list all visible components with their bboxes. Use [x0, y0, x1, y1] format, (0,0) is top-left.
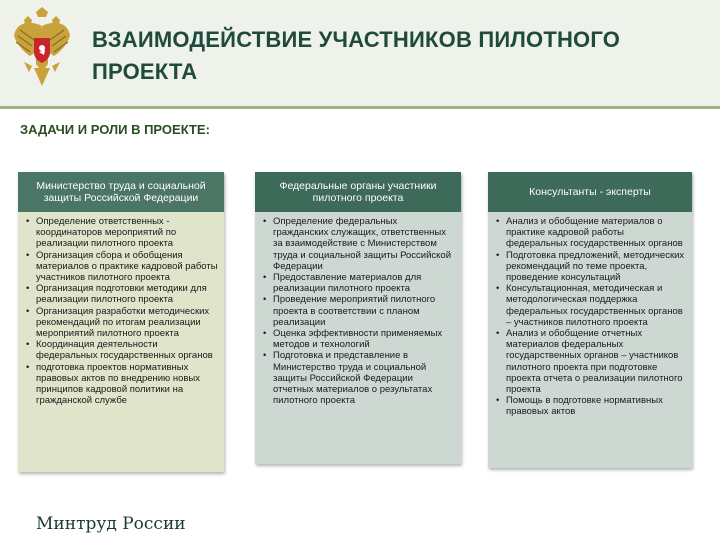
list-item: • Предоставление материалов для реализации пилотного проекта	[263, 272, 455, 294]
column-body-experts	[488, 212, 692, 468]
footer-logo-text: Минтруд России	[36, 514, 186, 534]
column-body-ministry	[18, 212, 224, 472]
section-subtitle: ЗАДАЧИ И РОЛИ В ПРОЕКТЕ:	[20, 122, 210, 137]
list-item: • Определение федеральных гражданских служащих, ответственных за взаимодействие с Министерством труда и социальной защиты Российской Федерации	[263, 216, 455, 272]
list-item: • Организация разработки методических рекомендаций по итогам реализации мероприятий пилотного проекта	[26, 306, 218, 340]
column-header-ministry: Министерство труда и социальной защиты Российской Федерации	[18, 172, 224, 212]
list-item: • Анализ и обобщение материалов о практике кадровой работы федеральных государственных органов	[496, 216, 686, 250]
list-item: • подготовка проектов нормативных правовых актов по внедрению новых принципов кадровой политики на гражданской службе	[26, 362, 218, 407]
coat-of-arms-icon	[10, 6, 74, 92]
list-item: • Организация сбора и обобщения материалов о практике кадровой работы участников пилотного проекта	[26, 250, 218, 284]
page-title: ВЗАИМОДЕЙСТВИЕ УЧАСТНИКОВ ПИЛОТНОГО ПРОЕКТА	[92, 27, 621, 84]
header-divider	[0, 106, 720, 109]
column-header-experts: Консультанты - эксперты	[488, 172, 692, 212]
list-item: • Анализ и обобщение отчетных материалов федеральных государственных органов – участников пилотного проекта при подготовке проекта отчета о реализации пилотного проекта	[496, 328, 686, 395]
list-item: • Организация подготовки методики для реализации пилотного проекта	[26, 283, 218, 305]
list-item: • Проведение мероприятий пилотного проекта в соответствии с планом реализации	[263, 294, 455, 328]
list-item: • Координация деятельности федеральных государственных органов	[26, 339, 218, 361]
list-item: • Оценка эффективности применяемых методов и технологий	[263, 328, 455, 350]
list-item: • Подготовка предложений, методических рекомендаций по теме проекта, проведение консультаций	[496, 250, 686, 284]
column-body-federal-bodies	[255, 212, 461, 464]
role-list	[496, 216, 686, 418]
role-list	[263, 216, 455, 406]
list-item: • Помощь в подготовке нормативных правовых актов	[496, 395, 686, 417]
list-item: • Подготовка и представление в Министерство труда и социальной защиты Российской Федерации отчетных материалов о результатах пилотного проекта	[263, 350, 455, 406]
list-item: • Консультационная, методическая и методологическая поддержка федеральных государственных органов – участников пилотного проекта	[496, 283, 686, 328]
list-item: • Определение ответственных - координаторов мероприятий по реализации пилотного проекта	[26, 216, 218, 250]
role-list	[26, 216, 218, 406]
column-header-federal-bodies: Федеральные органы участники пилотного проекта	[255, 172, 461, 212]
